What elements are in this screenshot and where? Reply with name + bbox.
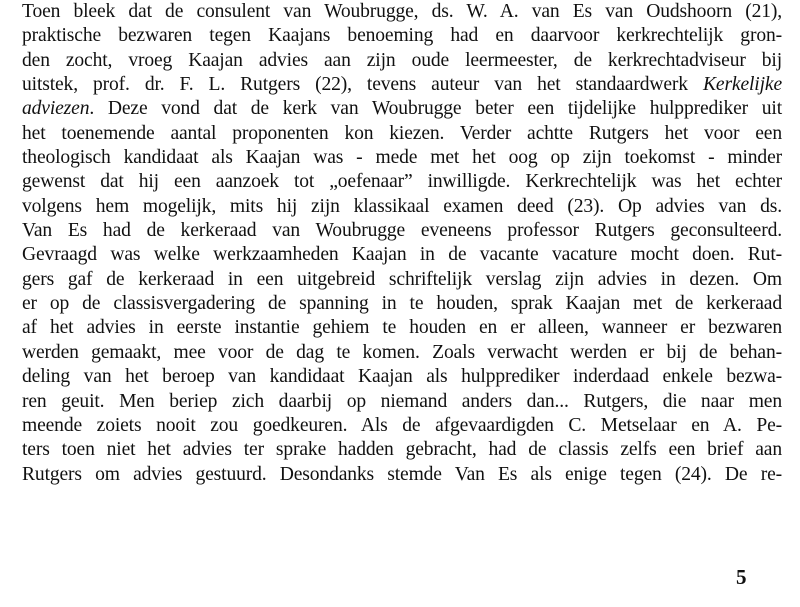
- text-span: praktische bezwaren tegen Kaajans benoeming had en daarvoor kerkrechtelijk gron-: [22, 25, 782, 47]
- text-line: [22, 73, 782, 97]
- text-line: [22, 268, 782, 292]
- text-line: [22, 414, 782, 438]
- text-line: [22, 316, 782, 340]
- text-line: [22, 243, 782, 267]
- text-line: [22, 438, 782, 462]
- text-span: werden gemaakt, mee voor de dag te komen. Zoals verwacht werden er bij de behan-: [22, 341, 782, 363]
- text-span: uitstek, prof. dr. F. L. Rutgers (22), tevens auteur van het standaardwerk: [22, 74, 703, 96]
- text-span: gewenst dat hij een aanzoek tot „oefenaar” inwilligde. Kerkrechtelijk was het echter: [22, 171, 782, 193]
- text-span: Rutgers om advies gestuurd. Desondanks stemde Van Es als enige tegen (24). De re-: [22, 463, 782, 485]
- text-span: theologisch kandidaat als Kaajan was - mede met het oog op zijn toekomst - minder: [22, 147, 782, 169]
- page-number: 5: [736, 565, 747, 589]
- text-line: [22, 195, 782, 219]
- text-line: [22, 0, 782, 24]
- text-span: gers gaf de kerkeraad in een uitgebreid schriftelijk verslag zijn advies in dezen. Om: [22, 268, 782, 290]
- text-span: volgens hem mogelijk, mits hij zijn klassikaal examen deed (23). Op advies van ds.: [22, 195, 782, 217]
- text-span: deling van het beroep van kandidaat Kaajan als hulpprediker inderdaad enkele bezwa-: [22, 366, 782, 388]
- italic-text: adviezen: [22, 98, 90, 120]
- text-line: [22, 170, 782, 194]
- text-span: Van Es had de kerkeraad van Woubrugge eveneens professor Rutgers geconsulteerd.: [22, 220, 782, 242]
- text-line: [22, 365, 782, 389]
- text-line: [22, 97, 782, 121]
- text-span: ren geuit. Men beriep zich daarbij op niemand anders dan... Rutgers, die naar men: [22, 390, 782, 412]
- text-line: [22, 49, 782, 73]
- text-span: er op de classisvergadering de spanning in te houden, sprak Kaajan met de kerkeraad: [22, 293, 782, 315]
- body-text: [22, 0, 782, 487]
- text-span: Toen bleek dat de consulent van Woubrugge, ds. W. A. van Es van Oudshoorn (21),: [22, 1, 782, 22]
- text-span: af het advies in eerste instantie gehiem te houden en er alleen, wanneer er bezwaren: [22, 317, 782, 339]
- text-line: [22, 146, 782, 170]
- text-line: [22, 24, 782, 48]
- text-line: [22, 390, 782, 414]
- text-line: [22, 463, 782, 487]
- text-line: [22, 292, 782, 316]
- text-line: [22, 122, 782, 146]
- italic-text: Kerkelijke: [702, 74, 782, 96]
- text-span: ters toen niet het advies ter sprake hadden gebracht, had de classis zelfs een brief aan: [22, 439, 782, 461]
- text-span: meende zoiets nooit zou goedkeuren. Als de afgevaardigden C. Metselaar en A. Pe-: [22, 414, 782, 436]
- text-span: Gevraagd was welke werkzaamheden Kaajan in de vacante vacature mocht doen. Rut-: [22, 244, 782, 266]
- text-span: den zocht, vroeg Kaajan advies aan zijn oude leermeester, de kerkrechtadviseur bij: [22, 49, 782, 71]
- text-span: . Deze vond dat de kerk van Woubrugge beter een tijdelijke hulpprediker uit: [89, 98, 782, 120]
- text-line: [22, 341, 782, 365]
- text-span: het toenemende aantal proponenten kon kiezen. Verder achtte Rutgers het voor een: [22, 122, 782, 144]
- text-line: [22, 219, 782, 243]
